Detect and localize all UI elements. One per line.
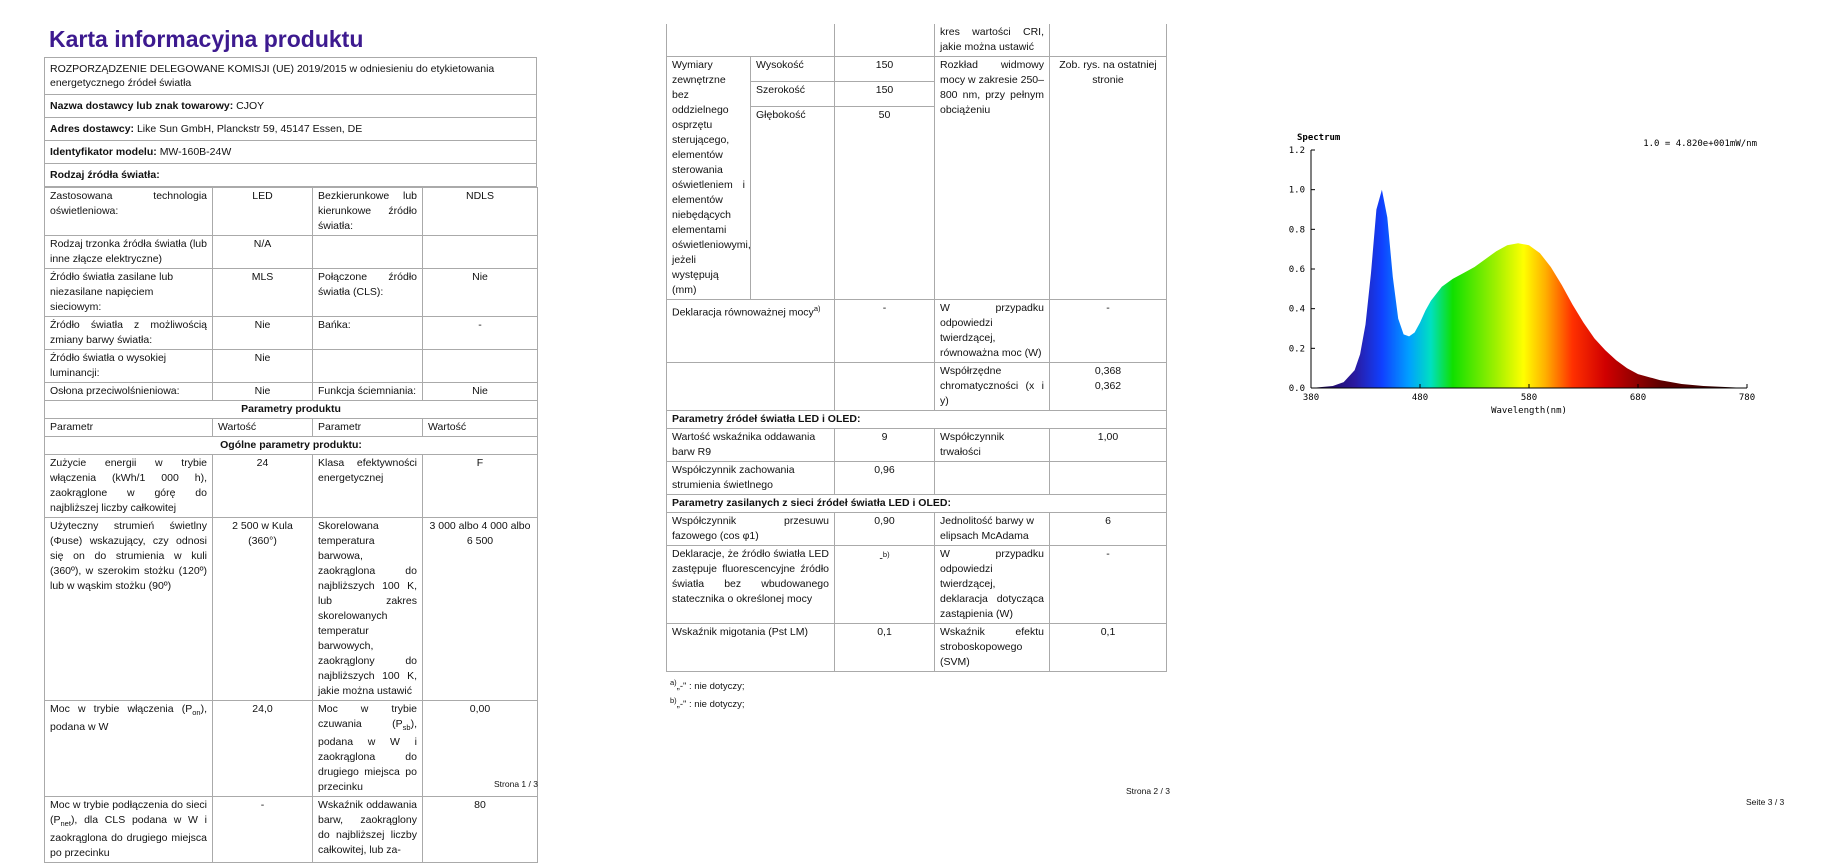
subscript: net xyxy=(60,819,71,829)
x-tick-label: 680 xyxy=(1629,393,1647,403)
table-row xyxy=(667,624,1167,672)
chart-annotation: 1.0 = 4.820e+001mW/nm xyxy=(1643,139,1757,149)
text: Deklaracja równoważnej mocy xyxy=(672,306,814,319)
cell: 1,00 xyxy=(1050,429,1167,462)
cell: Głębokość xyxy=(751,107,835,131)
page-1 xyxy=(44,24,537,863)
text: ), podana w W i zaokrąglona do drugiego miejsca po przecinku xyxy=(318,718,417,794)
y-tick-label: 1.0 xyxy=(1288,185,1305,196)
page-2 xyxy=(666,24,1166,712)
page-number: Seite 3 / 3 xyxy=(1746,797,1785,807)
cell xyxy=(835,546,935,624)
table-row xyxy=(667,462,1167,495)
cell: 0,1 xyxy=(1050,624,1167,672)
cell: NDLS xyxy=(423,188,538,236)
cell: Nie xyxy=(423,269,538,317)
cell: 9 xyxy=(835,429,935,462)
footnote-mark: a) xyxy=(670,678,677,687)
cell xyxy=(667,24,835,57)
cell: MLS xyxy=(213,269,313,317)
footnote-text: „-" : nie dotyczy; xyxy=(676,699,745,711)
cell: Wysokość xyxy=(751,57,835,82)
y-tick-label: 0.2 xyxy=(1288,344,1305,355)
cell: - xyxy=(835,300,935,363)
footnote-mark: a) xyxy=(813,304,821,313)
text: - xyxy=(879,552,883,565)
led-title: Parametry źródeł światła LED i OLED: xyxy=(667,411,1167,429)
cell xyxy=(1050,462,1167,495)
cell: 24,0 xyxy=(213,701,313,797)
page-number: Strona 1 / 3 xyxy=(494,779,538,789)
cell: - xyxy=(213,797,313,863)
chroma-x: 0,368 xyxy=(1094,365,1122,377)
x-axis-label: Wavelength(nm) xyxy=(1491,406,1567,416)
cell: - xyxy=(423,317,538,350)
table-row xyxy=(667,513,1167,546)
cell: Zużycie energii w trybie włączenia (kWh/1 000 h), zaokrąglone w górę do najbliższej liczby całkowitej xyxy=(45,455,213,518)
cell: 0,1 xyxy=(835,624,935,672)
y-tick-label: 1.2 xyxy=(1288,146,1305,156)
cell xyxy=(423,350,538,383)
model-label: Identyfikator modelu: xyxy=(50,146,157,158)
cell: Klasa efektywności energetycznej xyxy=(313,455,423,518)
mains-title: Parametry zasilanych z sieci źródeł światła LED i OLED: xyxy=(667,495,1167,513)
address-label: Adres dostawcy: xyxy=(50,123,135,135)
cell: - xyxy=(1050,546,1167,624)
table-row xyxy=(45,797,538,863)
address-value: Like Sun GmbH, Planckstr 59, 45147 Essen, DE xyxy=(136,123,363,135)
table-row xyxy=(45,236,538,269)
cell: Współczynnik zachowania strumienia świetlnego xyxy=(667,462,835,495)
table-row xyxy=(45,188,538,236)
cell xyxy=(45,797,213,863)
table-row xyxy=(45,350,538,383)
cell: 150 xyxy=(835,57,935,82)
table-row xyxy=(45,383,538,401)
cell: F xyxy=(423,455,538,518)
cell: kres wartości CRI, jakie można ustawić xyxy=(935,24,1050,57)
cell: 6 xyxy=(1050,513,1167,546)
cell xyxy=(935,462,1050,495)
cell xyxy=(313,236,423,269)
chroma-y: 0,362 xyxy=(1094,380,1122,392)
footnotes xyxy=(670,676,1166,712)
column-header-row xyxy=(45,419,538,437)
cell xyxy=(835,24,935,57)
column-header: Wartość xyxy=(423,419,538,437)
chart-title: Spectrum xyxy=(1297,133,1341,143)
text: ), dla CLS podana w W i zaokrąglona do drugiego miejsca po przecinku xyxy=(50,814,207,860)
cell xyxy=(313,701,423,797)
cell: 24 xyxy=(213,455,313,518)
footnote-text: „-" : nie dotyczy; xyxy=(676,681,745,693)
params-title: Parametry produktu xyxy=(45,401,538,419)
cell: Wartość wskaźnika oddawania barw R9 xyxy=(667,429,835,462)
cell: 150 xyxy=(835,82,935,107)
cell: Wskaźnik oddawania barw, zaokrąglony do najbliższej liczby całkowitej, lub za- xyxy=(313,797,423,863)
cell: Skorelowana temperatura barwowa, zaokrąglona do najbliższych 100 K, lub zakres skorelowanych temperatur barwowych, zaokrąglony do najbliższych 100 K, jakie można ustawić xyxy=(313,518,423,701)
cell: Źródło światła zasilane lub niezasilane napięciem sieciowym: xyxy=(45,269,213,317)
cell: Deklaracje, że źródło światła LED zastępuje fluorescencyjne źródło światła bez wbudowanego statecznika o określonej mocy xyxy=(667,546,835,624)
text: Moc w trybie podłączenia do sieci (P xyxy=(50,799,207,827)
cell: Szerokość xyxy=(751,82,835,107)
cell: LED xyxy=(213,188,313,236)
table-row xyxy=(45,269,538,317)
cell: Bańka: xyxy=(313,317,423,350)
column-header: Wartość xyxy=(213,419,313,437)
x-tick-label: 580 xyxy=(1520,393,1538,403)
cell: W przypadku odpowiedzi twierdzącej, deklaracja dotycząca zastąpienia (W) xyxy=(935,546,1050,624)
cell: Bezkierunkowe lub kierunkowe źródło światła: xyxy=(313,188,423,236)
product-table-continued xyxy=(666,24,1167,672)
spectrum-area xyxy=(1311,190,1747,388)
cell xyxy=(835,363,935,411)
cell xyxy=(751,131,835,300)
table-row xyxy=(45,455,538,518)
footnote-b xyxy=(670,694,1166,712)
cell xyxy=(667,300,835,363)
text: ), podana w W xyxy=(50,703,207,734)
cell: Nie xyxy=(213,383,313,401)
cell xyxy=(45,701,213,797)
section-header xyxy=(667,495,1167,513)
cell: Nie xyxy=(213,317,313,350)
table-row xyxy=(667,429,1167,462)
section-header xyxy=(45,401,538,419)
cell: Jednolitość barwy w elipsach McAdama xyxy=(935,513,1050,546)
cell: Funkcja ściemniania: xyxy=(313,383,423,401)
cell: Nie xyxy=(423,383,538,401)
cell: 0,90 xyxy=(835,513,935,546)
cell: Współczynnik przesuwu fazowego (cos φ1) xyxy=(667,513,835,546)
cell: 50 xyxy=(835,107,935,131)
cell: 80 xyxy=(423,797,538,863)
cell: Zob. rys. na ostatniej stronie xyxy=(1050,57,1167,300)
model-row xyxy=(45,141,536,164)
cell xyxy=(313,350,423,383)
cell: Rodzaj trzonka źródła światła (lub inne złącze elektryczne) xyxy=(45,236,213,269)
cell: 0,00 xyxy=(423,701,538,797)
footnote-mark: b) xyxy=(670,696,677,706)
y-tick-label: 0.0 xyxy=(1288,384,1305,394)
cell: 0,96 xyxy=(835,462,935,495)
column-header: Parametr xyxy=(313,419,423,437)
page-3 xyxy=(1265,125,1795,425)
x-tick-label: 380 xyxy=(1302,393,1320,403)
dimensions-label: Wymiary zewnętrzne bez oddzielnego osprzętu sterującego, elementów sterowania oświetleniem i elementów niebędących elementami oświetleniowymi, jeżeli występują (mm) xyxy=(667,57,751,300)
table-row xyxy=(45,518,538,701)
cell: Użyteczny strumień świetlny (Φuse) wskazujący, czy odnosi się on do strumienia w kuli (360º), w szerokim stożku (120º) lub w wąskim stożku (90º) xyxy=(45,518,213,701)
general-title: Ogólne parametry produktu: xyxy=(45,437,538,455)
subscript: on xyxy=(192,708,201,718)
regulation-text: ROZPORZĄDZENIE DELEGOWANE KOMISJI (UE) 2019/2015 w odniesieniu do etykietowania energetycznego źródeł światła xyxy=(45,58,536,95)
y-tick-label: 0.4 xyxy=(1288,304,1305,315)
table-row xyxy=(667,300,1167,363)
cell: Wskaźnik migotania (Pst LM) xyxy=(667,624,835,672)
cell xyxy=(667,363,835,411)
table-row xyxy=(667,24,1167,57)
text: Moc w trybie włączenia (P xyxy=(50,703,193,715)
x-tick-label: 480 xyxy=(1411,393,1429,403)
cell xyxy=(1050,24,1167,57)
x-tick-label: 780 xyxy=(1738,393,1756,403)
cell: Połączone źródło światła (CLS): xyxy=(313,269,423,317)
cell xyxy=(423,236,538,269)
cell xyxy=(1050,363,1167,411)
product-table xyxy=(44,187,538,863)
table-row xyxy=(45,317,538,350)
cell: - xyxy=(1050,300,1167,363)
cell: Wskaźnik efektu stroboskopowego (SVM) xyxy=(935,624,1050,672)
y-tick-label: 0.6 xyxy=(1288,265,1305,275)
cell: Współczynnik trwałości xyxy=(935,429,1050,462)
supplier-value: CJOY xyxy=(236,100,265,112)
footnote-mark: b) xyxy=(882,550,890,559)
page-number: Strona 2 / 3 xyxy=(1126,786,1170,796)
cell: Rozkład widmowy mocy w zakresie 250–800 nm, przy pełnym obciążeniu xyxy=(935,57,1050,300)
cell: 2 500 w Kula (360°) xyxy=(213,518,313,701)
source-type-row: Rodzaj źródła światła: xyxy=(45,164,536,187)
supplier-row xyxy=(45,95,536,118)
table-row xyxy=(667,363,1167,411)
cell xyxy=(835,131,935,300)
table-row xyxy=(667,57,1167,82)
cell: Współrzędne chromatyczności (x i y) xyxy=(935,363,1050,411)
supplier-label: Nazwa dostawcy lub znak towarowy: xyxy=(50,100,234,112)
cell: W przypadku odpowiedzi twierdzącej, równoważna moc (W) xyxy=(935,300,1050,363)
section-header xyxy=(45,437,538,455)
cell: N/A xyxy=(213,236,313,269)
table-row xyxy=(667,546,1167,624)
cell: Źródło światła z możliwością zmiany barwy światła: xyxy=(45,317,213,350)
text: Moc w trybie czuwania (P xyxy=(318,703,417,730)
cell: Nie xyxy=(213,350,313,383)
table-row xyxy=(45,701,538,797)
section-header xyxy=(667,411,1167,429)
model-value: MW-160B-24W xyxy=(159,146,232,158)
subscript: sb xyxy=(402,723,411,733)
cell: Osłona przeciwolśnieniowa: xyxy=(45,383,213,401)
cell: Źródło światła o wysokiej luminancji: xyxy=(45,350,213,383)
address-row xyxy=(45,118,536,141)
y-tick-label: 0.8 xyxy=(1288,225,1305,236)
page-title: Karta informacyjna produktu xyxy=(49,26,364,52)
footnote-a xyxy=(670,676,1166,694)
cell: 3 000 albo 4 000 albo 6 500 xyxy=(423,518,538,701)
spectrum-chart xyxy=(1265,125,1795,425)
column-header: Parametr xyxy=(45,419,213,437)
cell: Zastosowana technologia oświetleniowa: xyxy=(45,188,213,236)
